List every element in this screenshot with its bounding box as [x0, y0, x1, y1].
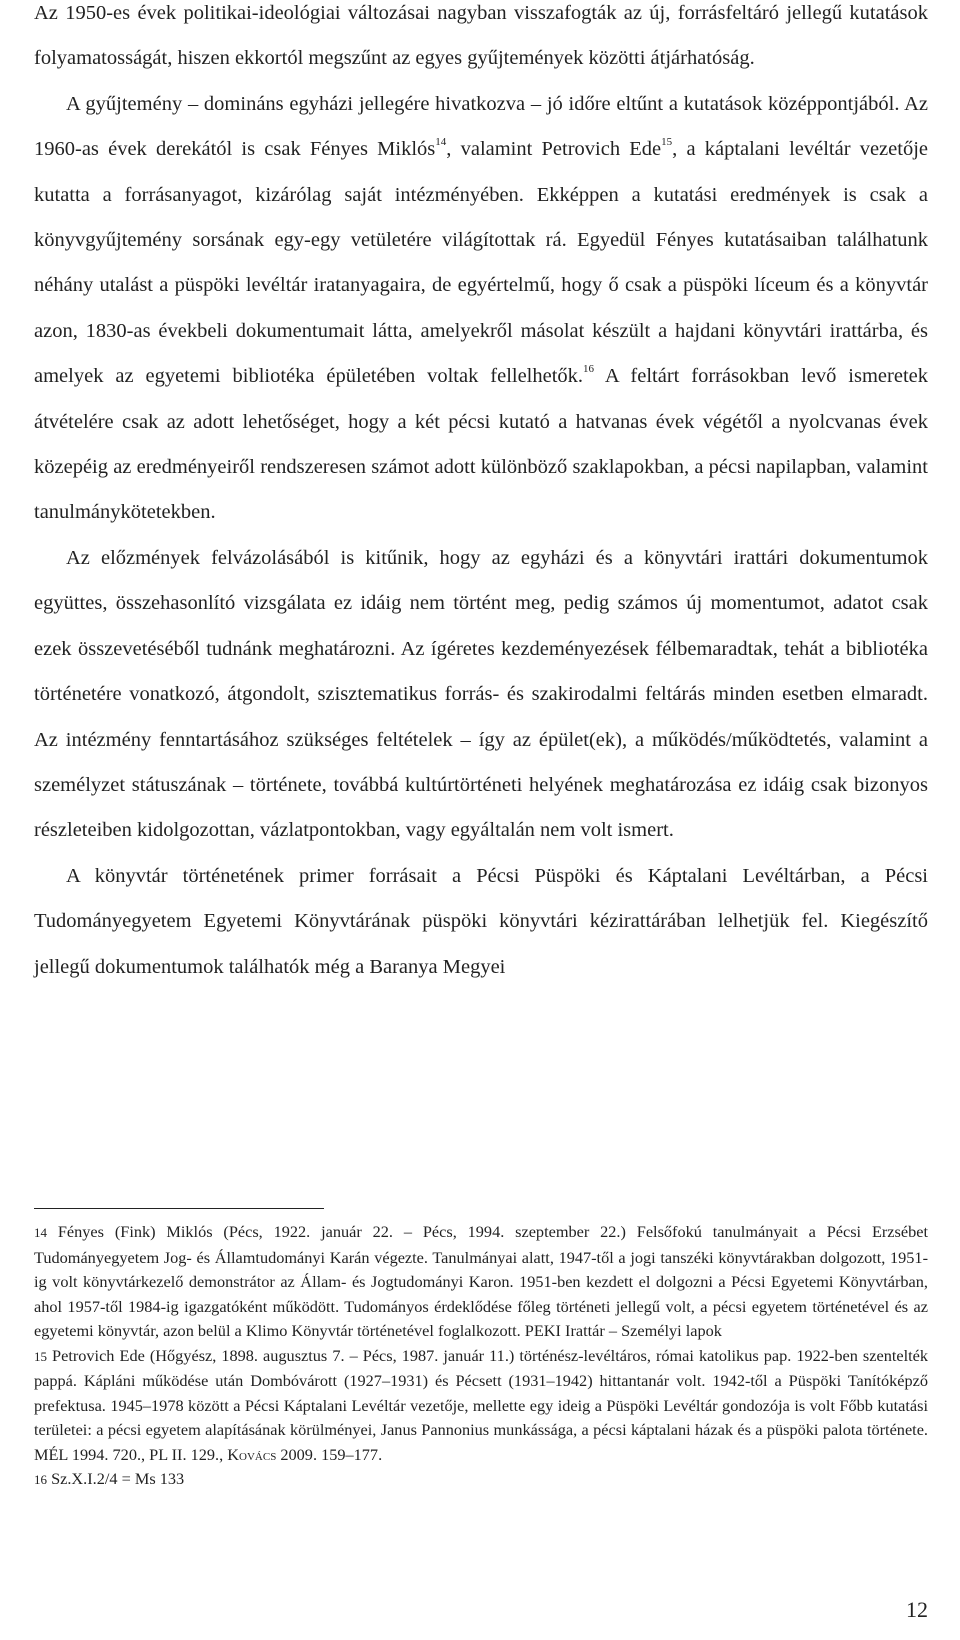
footnote-15-text-b: 2009. 159–177. — [276, 1444, 383, 1464]
page-number: 12 — [906, 1597, 928, 1622]
footnote-16 — [34, 1467, 928, 1493]
footnote-separator — [34, 1208, 324, 1209]
footnote-14-text: Fényes (Fink) Miklós (Pécs, 1922. január 22. – Pécs, 1994. szeptember 22.) Felsőfokú tanulmányait a Pécsi Erzsébet Tudományegyetem Jog- és Államtudományi Karán végezte. Tanulmányai alatt, 1947-től a jogi tanszéki könyvtárakban dolgozott, 1951-ig volt könyvtárkezelő demonstrátor az Állam- és Jogtudományi Karon. 1951-ben kezdett el dolgozni a Pécsi Egyetemi Könyvtárban, ahol 1957-től 1984-ig igazgatóként működött. Tudományos érdeklődése főleg történeti jellegű volt, a pécsi egyetem történetével és az egyetemi könyvtár, azon belül a Klimo Könyvtár történetével foglalkozott. PEKI Irattár – Személyi lapok — [34, 1222, 928, 1340]
paragraph-3-text: Az előzmények felvázolásából is kitűnik, hogy az egyházi és a könyvtári irattári dokumentumok együttes, összehasonlító vizsgálata ez idáig nem történt meg, pedig számos új momentumot, adatot csak ezek összevetéséből tudnánk meghatározni. Az ígéretes kezdeményezések félbemaradtak, tehát a bibliotéka történetére vonatkozó, átgondolt, szisztematikus forrás- és szakirodalmi feltárás minden esetben elmaradt. Az intézmény fenntartásához szükséges feltételek – így az épület(ek), a működés/működtetés, valamint a személyzet státuszának – története, továbbá kultúrtörténeti helyének meghatározása ez idáig csak bizonyos részleteiben kidolgozottan, vázlatpontokban, vagy egyáltalán nem volt ismert. — [34, 546, 928, 842]
footnote-15-author: Kovács — [227, 1444, 277, 1464]
paragraph-2-text-d: A feltárt forrásokban levő ismeretek átvételére csak az adott lehetőséget, hogy a két pécsi kutató a hatvanas évek végétől a nyolcvanas évek közepéig az eredményeiről rendszeresen számot adott különböző szaklapokban, a pécsi napilapban, valamint tanulmánykötetekben. — [34, 365, 928, 524]
footnote-16-text: Sz.X.I.2/4 = Ms 133 — [47, 1469, 185, 1488]
body-text — [34, 0, 928, 990]
footnote-number-14: 14 — [34, 1225, 47, 1240]
paragraph-2-text-c: , a káptalani levéltár vezetője kutatta a forrásanyagot, kizárólag saját intézményében. Ekképpen a kutatási eredmények is csak a könyvgyűjtemény sorsának egy-egy vetületére világítottak rá. Egyedül Fényes kutatásaiban találhatunk néhány utalást a püspöki levéltár iratanyagaira, de egyértelmű, hogy ő csak a püspöki líceum és a könyvtár azon, 1830-as évekbeli dokumentumait látta, amelyekről másolat készült a hajdani könyvtári irattárba, és amelyek az egyetemi bibliotéka épületében voltak fellelhetők. — [34, 138, 928, 388]
footnotes — [34, 1220, 928, 1493]
paragraph-2-text-b: , valamint Petrovich Ede — [446, 138, 662, 161]
footnote-ref-15[interactable]: 15 — [661, 136, 673, 149]
paragraph-3 — [34, 536, 928, 854]
footnote-ref-16[interactable]: 16 — [583, 363, 595, 376]
footnote-14 — [34, 1220, 928, 1344]
paragraph-4 — [34, 854, 928, 990]
paragraph-2 — [34, 82, 928, 536]
footnote-number-15: 15 — [34, 1348, 47, 1364]
paragraph-1 — [34, 0, 928, 82]
footnote-ref-14[interactable]: 14 — [435, 136, 447, 149]
document-page — [34, 0, 928, 1622]
paragraph-4-text: A könyvtár történetének primer forrásait a Pécsi Püspöki és Káptalani Levéltárban, a Pécsi Tudományegyetem Egyetemi Könyvtárának püspöki könyvtári kézirattárában lelhetjük fel. Kiegészítő jellegű dokumentumok találhatók még a Baranya Megyei — [34, 864, 928, 978]
footnote-15 — [34, 1344, 928, 1468]
footnote-number-16: 16 — [34, 1472, 47, 1487]
footnote-15-text-a: Petrovich Ede (Hőgyész, 1898. augusztus 7. – Pécs, 1987. január 11.) történész-levéltáros, római katolikus pap. 1922-ben szentelték pappá. Kápláni működése után Dombóvárott (1927–1931) és Pécsett (1931–1942) hittantanár volt. 1942-től a Püspöki Tanítóképző prefektusa. 1945–1978 között a Pécsi Káptalani Levéltár vezetője, mellette egy ideig a Püspöki Levéltár gondozója is volt Főbb kutatási területei: a pécsi egyetem alapításának körülményei, Janus Pannonius munkássága, a pécsi káptalani házak és a püspöki palota története. MÉL 1994. 720., PL II. 129., — [34, 1345, 928, 1464]
paragraph-2-text-a: A gyűjtemény – domináns egyházi jellegére hivatkozva – jó időre eltűnt a kutatások középpontjából. Az 1960-as évek derekától is csak Fényes Miklós — [34, 92, 928, 161]
paragraph-1-text: Az 1950-es évek politikai-ideológiai változásai nagyban visszafogták az új, forrásfeltáró jellegű kutatások folyamatosságát, hiszen ekkortól megszűnt az egyes gyűjtemények közötti átjárhatóság. — [34, 2, 928, 70]
